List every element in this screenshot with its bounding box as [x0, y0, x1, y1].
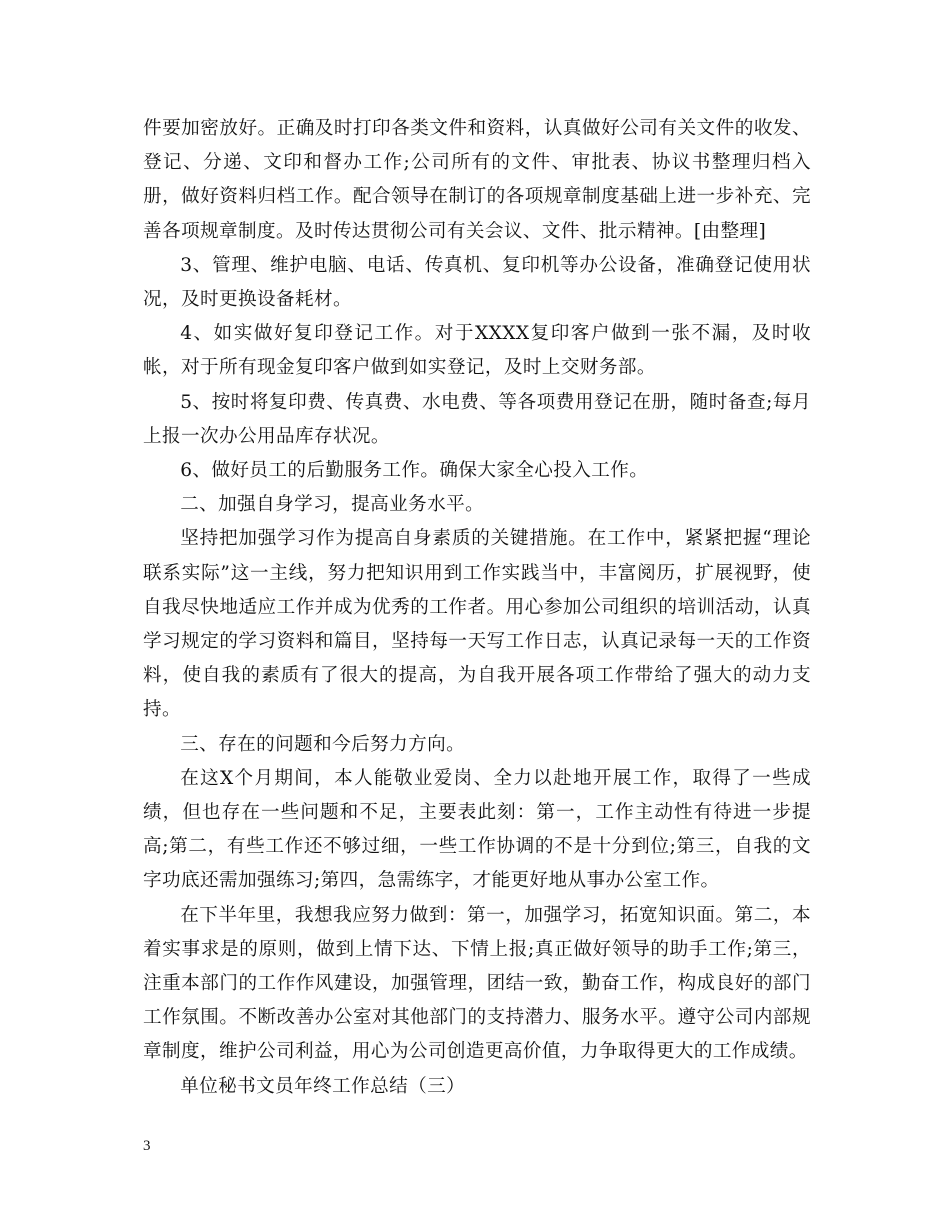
document-body: [143, 112, 811, 1104]
paragraph-continuation: 件要加密放好。正确及时打印各类文件和资料，认真做好公司有关文件的收发、登记、分递、文印和督办工作;公司所有的文件、审批表、协议书整理归档入册，做好资料归档工作。配合领导在制订的各项规章制度基础上进一步补充、完善各项规章制度。及时传达贯彻公司有关会议、文件、批示精神。[由整理]: [143, 118, 811, 242]
section-heading-2: 二、加强自身学习，提高业务水平。: [180, 494, 485, 516]
paragraph-study: 坚持把加强学习作为提高自身素质的关键措施。在工作中，紧紧把握“理论联系实际”这一主线，努力把知识用到工作实践当中，丰富阅历，扩展视野，使自我尽快地适应工作并成为优秀的工作者。用心参加公司组织的培训活动，认真学习规定的学习资料和篇目，坚持每一天写工作日志，认真记录每一天的工作资料，使自我的素质有了很大的提高，为自我开展各项工作带给了强大的动力支持。: [143, 528, 811, 721]
paragraph-item-6: 6、做好员工的后勤服务工作。确保大家全心投入工作。: [180, 460, 649, 482]
paragraph-problems: 在这X个月期间，本人能敬业爱岗、全力以赴地开展工作，取得了一些成绩，但也存在一些问题和不足，主要表此刻：第一，工作主动性有待进一步提高;第二，有些工作还不够过细，一些工作协调的不是十分到位;第三，自我的文字功底还需加强练习;第四，急需练字，才能更好地从事办公室工作。: [143, 767, 811, 892]
next-article-title: 单位秘书文员年终工作总结（三）: [180, 1075, 466, 1097]
paragraph-plans: 在下半年里，我想我应努力做到：第一，加强学习，拓宽知识面。第二，本着实事求是的原则，做到上情下达、下情上报;真正做好领导的助手工作;第三，注重本部门的工作作风建设，加强管理，团结一致，勤奋工作，构成良好的部门工作氛围。不断改善办公室对其他部门的支持潜力、服务水平。遵守公司内部规章制度，维护公司利益，用心为公司创造更高价值，力争取得更大的工作成绩。: [143, 904, 811, 1063]
paragraph-item-3: 3、管理、维护电脑、电话、传真机、复印机等办公设备，准确登记使用状况，及时更换设备耗材。: [143, 254, 811, 311]
section-heading-3: 三、存在的问题和今后努力方向。: [180, 733, 466, 755]
paragraph-item-5: 5、按时将复印费、传真费、水电费、等各项费用登记在册，随时备查;每月上报一次办公用品库存状况。: [143, 391, 811, 447]
page-number: 3: [143, 1138, 151, 1154]
paragraph-item-4: 4、如实做好复印登记工作。对于XXXX复印客户做到一张不漏，及时收帐，对于所有现金复印客户做到如实登记，及时上交财务部。: [143, 323, 811, 379]
